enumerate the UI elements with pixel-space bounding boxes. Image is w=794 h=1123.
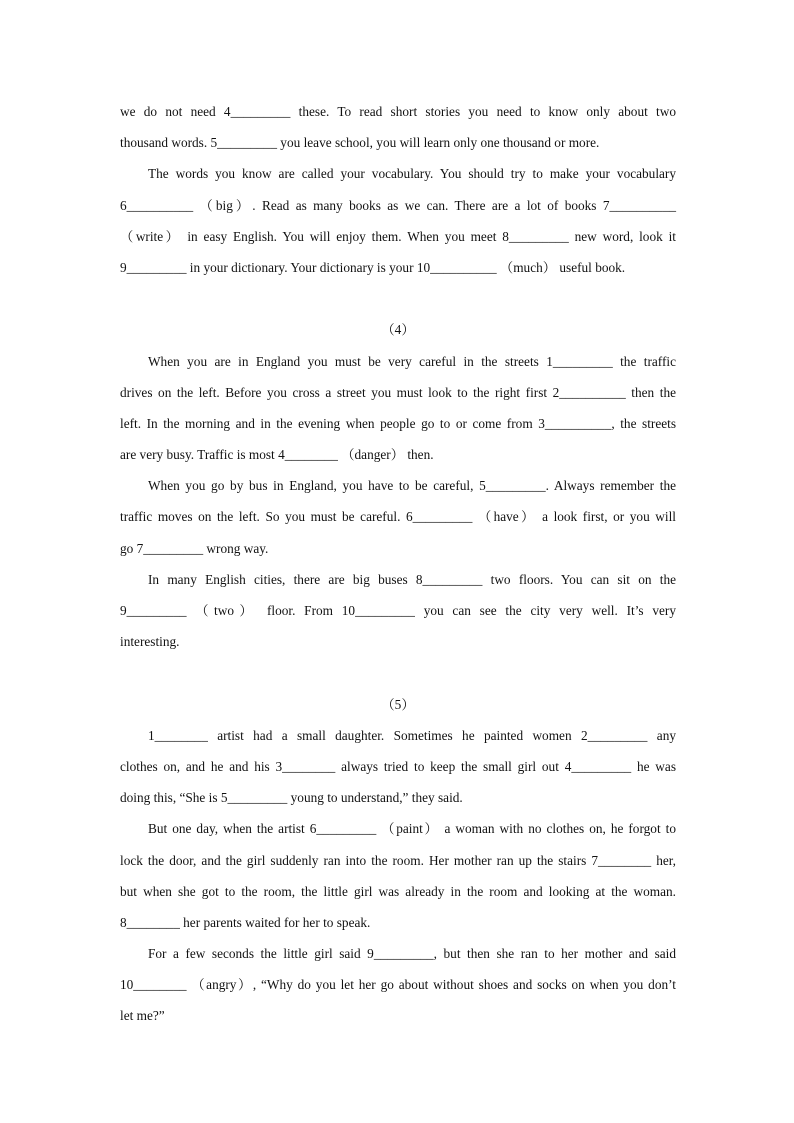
text-line: lock the door, and the girl suddenly ran into the room. Her mother ran up the stairs 7________ her, [120,852,676,868]
passage-4 [120,346,676,658]
section-gap [120,657,676,688]
text-line: left. In the morning and in the evening when people go to or come from 3__________, the streets [120,415,676,431]
text-line: When you go by bus in England, you have to be careful, 5_________. Always remember the [148,478,676,494]
text-line: 1________ artist had a small daughter. Sometimes he painted women 2_________ any [148,727,676,743]
document-page [120,96,676,1032]
passage-5 [120,720,676,1032]
text-line: doing this, “She is 5_________ young to understand,” they said. [120,790,463,806]
text-line: But one day, when the artist 6_________ （paint） a woman with no clothes on, he forgot to [148,821,676,837]
text-line: The words you know are called your vocabulary. You should try to make your vocabulary [148,166,676,182]
passage-3-continued [120,96,676,283]
text-line: （write） in easy English. You will enjoy them. When you meet 8_________ new word, look it [120,228,676,244]
text-line: In many English cities, there are big buses 8_________ two floors. You can sit on the [148,571,676,587]
text-line: we do not need 4_________ these. To read short stories you need to know only about two [120,104,676,119]
text-line: interesting. [120,634,180,650]
section-heading-4: （4） [381,322,415,338]
text-line: traffic moves on the left. So you must be careful. 6_________ （have） a look first, or you will [120,509,676,525]
text-line: 9_________ （two） floor. From 10_________ you can see the city very well. It’s very [120,603,676,618]
text-line: For a few seconds the little girl said 9_________, but then she ran to her mother and said [148,946,676,962]
text-line: 6__________ （big）. Read as many books as we can. There are a lot of books 7__________ [120,197,676,213]
text-line: 9_________ in your dictionary. Your dictionary is your 10__________ （much） useful book. [120,259,626,275]
text-line: drives on the left. Before you cross a street you must look to the right first 2__________ then the [120,384,676,400]
section-gap [120,283,676,314]
text-line: are very busy. Traffic is most 4________ （danger） then. [120,447,434,463]
text-line: let me?” [120,1008,165,1024]
text-line: thousand words. 5_________ you leave school, you will learn only one thousand or more. [120,135,600,151]
text-line: When you are in England you must be very careful in the streets 1_________ the traffic [148,353,676,369]
text-line: clothes on, and he and his 3________ always tried to keep the small girl out 4_________ he was [120,758,676,774]
text-line: go 7_________ wrong way. [120,540,269,556]
text-line: 8________ her parents waited for her to speak. [120,914,371,930]
text-line: but when she got to the room, the little girl was already in the room and looking at the woman. [120,883,676,899]
section-heading-5: （5） [381,696,415,712]
text-line: 10________ （angry）, “Why do you let her go about without shoes and socks on when you don’t [120,977,676,993]
